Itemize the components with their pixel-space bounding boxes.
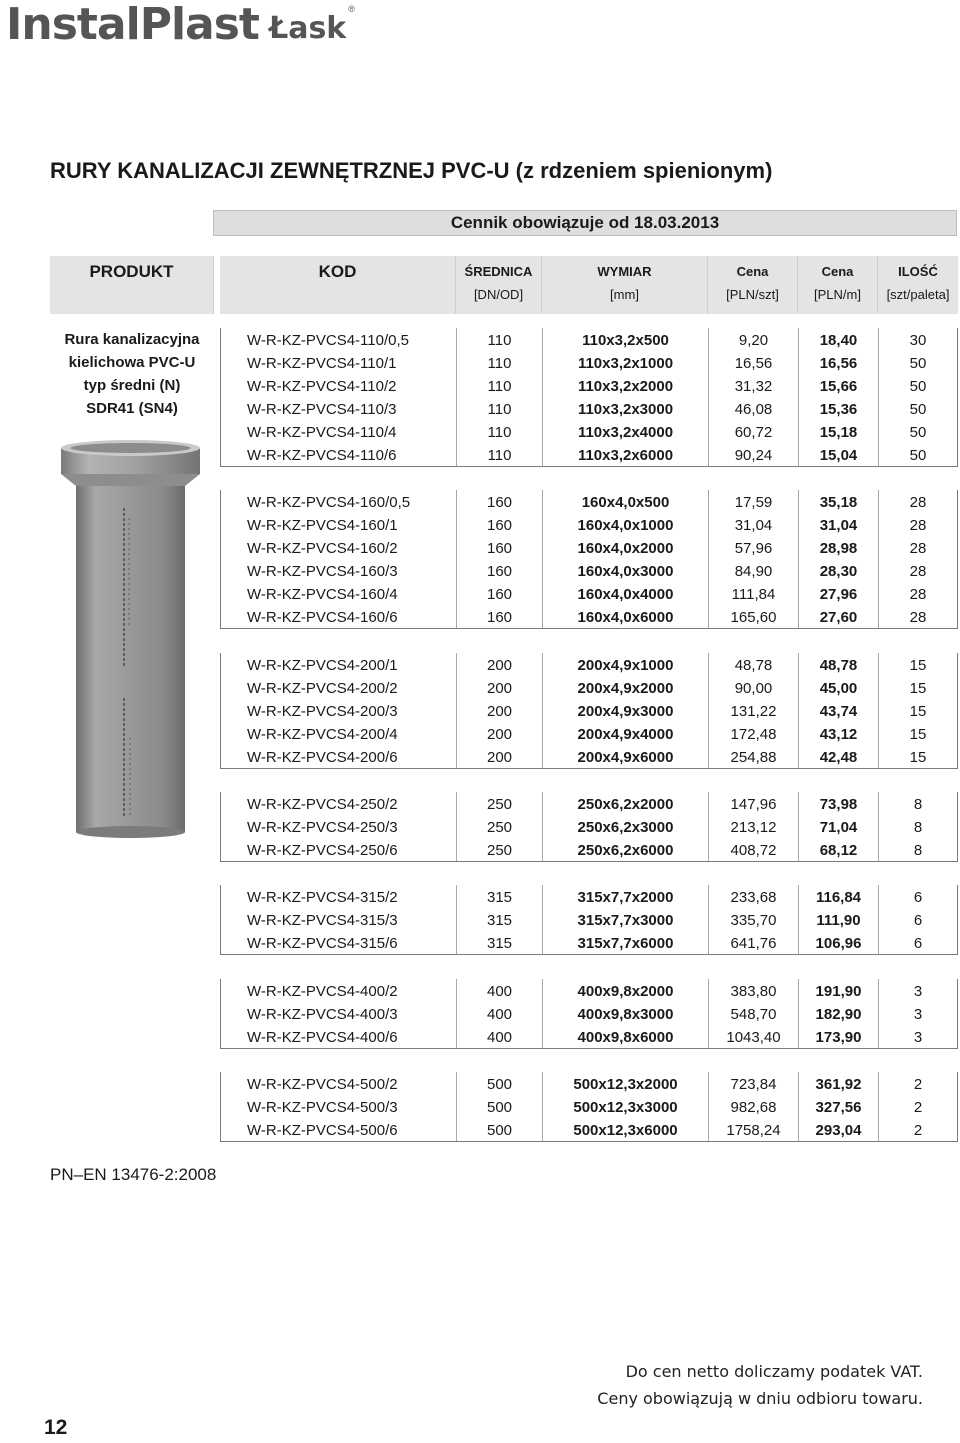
header-kod xyxy=(220,256,456,314)
cell-ilosc: 3 xyxy=(913,983,923,1000)
table-row xyxy=(221,1072,957,1095)
cell-srednica: 500 xyxy=(457,1072,543,1095)
cell-cena-szt: 48,78 xyxy=(709,653,799,676)
logo-main-text: InstalPlast xyxy=(6,0,259,50)
cell-kod: W-R-KZ-PVCS4-200/4 xyxy=(221,722,457,745)
cell-kod: W-R-KZ-PVCS4-315/2 xyxy=(221,885,457,908)
product-description-line: kielichowa PVC-U xyxy=(68,354,196,371)
cell-cena-m: 116,84 xyxy=(799,885,879,908)
cell-wymiar: 110x3,2x1000 xyxy=(543,351,709,374)
header-wymiar-label: WYMIAR xyxy=(597,264,652,279)
cell-cena-szt: 641,76 xyxy=(709,931,799,954)
cell-cena-m: 15,36 xyxy=(799,397,879,420)
cell-wymiar: 160x4,0x3000 xyxy=(543,559,709,582)
cell-wymiar: 160x4,0x6000 xyxy=(543,605,709,628)
cell-cena-szt: 408,72 xyxy=(709,838,799,861)
table-row xyxy=(221,328,957,351)
cell-cena-szt: 147,96 xyxy=(709,792,799,815)
cell-ilosc: 15 xyxy=(909,680,927,697)
table-row xyxy=(221,908,957,931)
cell-wymiar: 110x3,2x3000 xyxy=(543,397,709,420)
cell-srednica: 160 xyxy=(457,559,543,582)
header-kod-label: KOD xyxy=(318,262,357,281)
vat-note-line: Do cen netto doliczamy podatek VAT. xyxy=(625,1362,923,1381)
cell-kod: W-R-KZ-PVCS4-250/2 xyxy=(221,792,457,815)
vat-note-line: Ceny obowiązują w dniu odbioru towaru. xyxy=(597,1389,923,1408)
cell-ilosc: 28 xyxy=(909,517,927,534)
cell-srednica: 110 xyxy=(457,328,543,351)
table-row xyxy=(221,351,957,374)
cell-wymiar: 110x3,2x4000 xyxy=(543,420,709,443)
table-header xyxy=(0,256,960,314)
price-group-160 xyxy=(220,490,958,629)
cell-srednica: 110 xyxy=(457,374,543,397)
cell-ilosc: 8 xyxy=(913,842,923,859)
cell-kod: W-R-KZ-PVCS4-160/1 xyxy=(221,513,457,536)
table-row xyxy=(221,1025,957,1048)
cell-wymiar: 500x12,3x6000 xyxy=(543,1118,709,1141)
cell-cena-m: 43,74 xyxy=(799,699,879,722)
brand-logo xyxy=(6,2,355,48)
table-row xyxy=(221,838,957,861)
cell-wymiar: 110x3,2x2000 xyxy=(543,374,709,397)
cell-srednica: 160 xyxy=(457,536,543,559)
product-description-line: typ średni (N) xyxy=(83,377,181,394)
cell-wymiar: 160x4,0x2000 xyxy=(543,536,709,559)
cell-wymiar: 160x4,0x1000 xyxy=(543,513,709,536)
cell-cena-m: 15,04 xyxy=(799,443,879,466)
cell-cena-szt: 90,24 xyxy=(709,443,799,466)
cell-kod: W-R-KZ-PVCS4-160/4 xyxy=(221,582,457,605)
cell-cena-szt: 9,20 xyxy=(709,328,799,351)
product-description xyxy=(50,328,214,420)
cell-srednica: 200 xyxy=(457,653,543,676)
cell-ilosc: 28 xyxy=(909,609,927,626)
cell-cena-m: 111,90 xyxy=(799,908,879,931)
cell-kod: W-R-KZ-PVCS4-110/4 xyxy=(221,420,457,443)
cell-cena-m: 73,98 xyxy=(799,792,879,815)
header-srednica-label: ŚREDNICA xyxy=(464,264,533,279)
cell-cena-m: 173,90 xyxy=(799,1025,879,1048)
price-group-500 xyxy=(220,1072,958,1142)
cell-wymiar: 500x12,3x2000 xyxy=(543,1072,709,1095)
page-number: 12 xyxy=(44,1416,68,1439)
product-description-line: SDR41 (SN4) xyxy=(86,400,178,417)
cell-srednica: 160 xyxy=(457,513,543,536)
norm-reference: PN–EN 13476-2:2008 xyxy=(50,1165,217,1184)
table-row xyxy=(221,513,957,536)
cell-cena-m: 191,90 xyxy=(799,979,879,1002)
cell-kod: W-R-KZ-PVCS4-160/0,5 xyxy=(221,490,457,513)
cell-wymiar: 160x4,0x500 xyxy=(543,490,709,513)
table-row xyxy=(221,1118,957,1141)
cell-cena-szt: 1758,24 xyxy=(709,1118,799,1141)
cell-kod: W-R-KZ-PVCS4-400/6 xyxy=(221,1025,457,1048)
cell-kod: W-R-KZ-PVCS4-500/6 xyxy=(221,1118,457,1141)
cell-cena-m: 28,30 xyxy=(799,559,879,582)
cell-ilosc: 50 xyxy=(909,447,927,464)
cell-srednica: 250 xyxy=(457,838,543,861)
cell-ilosc: 28 xyxy=(909,586,927,603)
cell-ilosc: 6 xyxy=(913,912,923,929)
cell-kod: W-R-KZ-PVCS4-400/3 xyxy=(221,1002,457,1025)
cell-srednica: 160 xyxy=(457,605,543,628)
cell-wymiar: 315x7,7x6000 xyxy=(543,931,709,954)
cell-cena-szt: 233,68 xyxy=(709,885,799,908)
cell-kod: W-R-KZ-PVCS4-160/2 xyxy=(221,536,457,559)
cell-kod: W-R-KZ-PVCS4-315/3 xyxy=(221,908,457,931)
cell-srednica: 200 xyxy=(457,699,543,722)
cell-cena-szt: 90,00 xyxy=(709,676,799,699)
table-row xyxy=(221,815,957,838)
cell-wymiar: 200x4,9x4000 xyxy=(543,722,709,745)
cell-cena-m: 42,48 xyxy=(799,745,879,768)
table-row xyxy=(221,1002,957,1025)
cell-cena-szt: 982,68 xyxy=(709,1095,799,1118)
cell-wymiar: 400x9,8x3000 xyxy=(543,1002,709,1025)
cell-srednica: 500 xyxy=(457,1118,543,1141)
cell-cena-szt: 60,72 xyxy=(709,420,799,443)
table-row xyxy=(221,397,957,420)
cell-cena-szt: 16,56 xyxy=(709,351,799,374)
cell-wymiar: 400x9,8x6000 xyxy=(543,1025,709,1048)
cell-kod: W-R-KZ-PVCS4-200/2 xyxy=(221,676,457,699)
cell-kod: W-R-KZ-PVCS4-500/2 xyxy=(221,1072,457,1095)
cell-cena-m: 293,04 xyxy=(799,1118,879,1141)
cell-kod: W-R-KZ-PVCS4-500/3 xyxy=(221,1095,457,1118)
table-row xyxy=(221,653,957,676)
validity-banner: Cennik obowiązuje od 18.03.2013 xyxy=(213,210,957,236)
cell-kod: W-R-KZ-PVCS4-200/6 xyxy=(221,745,457,768)
cell-srednica: 400 xyxy=(457,979,543,1002)
cell-ilosc: 28 xyxy=(909,494,927,511)
cell-cena-m: 43,12 xyxy=(799,722,879,745)
logo-sub-text: Łask xyxy=(268,11,347,46)
product-description-line: Rura kanalizacyjna xyxy=(64,331,200,348)
price-group-400 xyxy=(220,979,958,1049)
cell-cena-szt: 1043,40 xyxy=(709,1025,799,1048)
cell-srednica: 500 xyxy=(457,1095,543,1118)
header-cena-m-label: Cena xyxy=(821,264,854,279)
header-wymiar-unit: [mm] xyxy=(610,287,639,302)
cell-cena-szt: 172,48 xyxy=(709,722,799,745)
table-row xyxy=(221,1095,957,1118)
cell-kod: W-R-KZ-PVCS4-110/1 xyxy=(221,351,457,374)
cell-srednica: 160 xyxy=(457,582,543,605)
cell-ilosc: 2 xyxy=(913,1099,923,1116)
cell-wymiar: 110x3,2x6000 xyxy=(543,443,709,466)
header-srednica xyxy=(456,256,542,314)
cell-kod: W-R-KZ-PVCS4-110/3 xyxy=(221,397,457,420)
cell-wymiar: 160x4,0x4000 xyxy=(543,582,709,605)
cell-cena-szt: 254,88 xyxy=(709,745,799,768)
cell-wymiar: 315x7,7x3000 xyxy=(543,908,709,931)
cell-cena-szt: 46,08 xyxy=(709,397,799,420)
cell-kod: W-R-KZ-PVCS4-110/6 xyxy=(221,443,457,466)
cell-srednica: 200 xyxy=(457,745,543,768)
price-group-110 xyxy=(220,328,958,467)
header-ilosc-unit: [szt/paleta] xyxy=(886,287,950,302)
table-row xyxy=(221,582,957,605)
cell-cena-szt: 84,90 xyxy=(709,559,799,582)
cell-ilosc: 15 xyxy=(909,657,927,674)
header-cena-szt-label: Cena xyxy=(736,264,769,279)
cell-ilosc: 3 xyxy=(913,1006,923,1023)
cell-wymiar: 250x6,2x2000 xyxy=(543,792,709,815)
cell-ilosc: 6 xyxy=(913,935,923,952)
cell-srednica: 110 xyxy=(457,397,543,420)
header-produkt-label: PRODUKT xyxy=(89,262,174,281)
cell-cena-m: 15,18 xyxy=(799,420,879,443)
cell-ilosc: 28 xyxy=(909,563,927,580)
cell-srednica: 315 xyxy=(457,908,543,931)
header-cena-szt xyxy=(708,256,798,314)
header-cena-m xyxy=(798,256,878,314)
cell-cena-szt: 723,84 xyxy=(709,1072,799,1095)
cell-cena-szt: 111,84 xyxy=(709,582,799,605)
table-row xyxy=(221,490,957,513)
cell-ilosc: 15 xyxy=(909,703,927,720)
table-row xyxy=(221,605,957,628)
cell-ilosc: 2 xyxy=(913,1076,923,1093)
cell-ilosc: 8 xyxy=(913,796,923,813)
cell-ilosc: 2 xyxy=(913,1122,923,1139)
cell-cena-m: 16,56 xyxy=(799,351,879,374)
cell-cena-m: 27,60 xyxy=(799,605,879,628)
header-wymiar xyxy=(542,256,708,314)
cell-srednica: 110 xyxy=(457,443,543,466)
header-produkt xyxy=(50,256,214,314)
cell-ilosc: 30 xyxy=(909,332,927,349)
cell-cena-m: 18,40 xyxy=(799,328,879,351)
table-row xyxy=(221,885,957,908)
table-row xyxy=(221,559,957,582)
cell-wymiar: 315x7,7x2000 xyxy=(543,885,709,908)
cell-ilosc: 28 xyxy=(909,540,927,557)
cell-wymiar: 200x4,9x3000 xyxy=(543,699,709,722)
cell-cena-m: 68,12 xyxy=(799,838,879,861)
cell-cena-m: 15,66 xyxy=(799,374,879,397)
cell-ilosc: 6 xyxy=(913,889,923,906)
table-row xyxy=(221,420,957,443)
cell-cena-m: 28,98 xyxy=(799,536,879,559)
cell-cena-m: 35,18 xyxy=(799,490,879,513)
table-row xyxy=(221,374,957,397)
header-srednica-unit: [DN/OD] xyxy=(473,287,524,302)
cell-ilosc: 50 xyxy=(909,424,927,441)
cell-cena-szt: 165,60 xyxy=(709,605,799,628)
cell-cena-szt: 131,22 xyxy=(709,699,799,722)
cell-cena-m: 31,04 xyxy=(799,513,879,536)
cell-cena-szt: 383,80 xyxy=(709,979,799,1002)
cell-srednica: 250 xyxy=(457,792,543,815)
cell-srednica: 110 xyxy=(457,351,543,374)
cell-wymiar: 200x4,9x2000 xyxy=(543,676,709,699)
cell-srednica: 250 xyxy=(457,815,543,838)
table-row xyxy=(221,443,957,466)
cell-cena-szt: 335,70 xyxy=(709,908,799,931)
table-row xyxy=(221,931,957,954)
cell-kod: W-R-KZ-PVCS4-250/6 xyxy=(221,838,457,861)
cell-srednica: 110 xyxy=(457,420,543,443)
header-ilosc-label: ILOŚĆ xyxy=(898,264,938,279)
cell-cena-szt: 213,12 xyxy=(709,815,799,838)
cell-ilosc: 15 xyxy=(909,749,927,766)
cell-wymiar: 250x6,2x3000 xyxy=(543,815,709,838)
cell-cena-m: 27,96 xyxy=(799,582,879,605)
logo-registered-mark: ® xyxy=(348,4,355,14)
table-row xyxy=(221,676,957,699)
page-title: RURY KANALIZACJI ZEWNĘTRZNEJ PVC-U (z rdzeniem spienionym) xyxy=(50,158,773,183)
cell-kod: W-R-KZ-PVCS4-200/3 xyxy=(221,699,457,722)
cell-cena-szt: 57,96 xyxy=(709,536,799,559)
cell-cena-m: 45,00 xyxy=(799,676,879,699)
cell-cena-m: 71,04 xyxy=(799,815,879,838)
cell-srednica: 200 xyxy=(457,676,543,699)
cell-wymiar: 500x12,3x3000 xyxy=(543,1095,709,1118)
cell-cena-szt: 548,70 xyxy=(709,1002,799,1025)
header-cena-szt-unit: [PLN/szt] xyxy=(726,287,779,302)
price-group-200 xyxy=(220,653,958,769)
cell-wymiar: 110x3,2x500 xyxy=(543,328,709,351)
cell-kod: W-R-KZ-PVCS4-110/2 xyxy=(221,374,457,397)
pvc-pipe-image xyxy=(58,438,203,840)
cell-ilosc: 8 xyxy=(913,819,923,836)
cell-srednica: 400 xyxy=(457,1002,543,1025)
cell-ilosc: 3 xyxy=(913,1029,923,1046)
header-cena-m-unit: [PLN/m] xyxy=(814,287,861,302)
table-row xyxy=(221,722,957,745)
cell-cena-szt: 31,32 xyxy=(709,374,799,397)
cell-ilosc: 50 xyxy=(909,378,927,395)
cell-ilosc: 15 xyxy=(909,726,927,743)
price-group-315 xyxy=(220,885,958,955)
cell-wymiar: 200x4,9x1000 xyxy=(543,653,709,676)
cell-cena-m: 361,92 xyxy=(799,1072,879,1095)
cell-kod: W-R-KZ-PVCS4-315/6 xyxy=(221,931,457,954)
cell-srednica: 200 xyxy=(457,722,543,745)
cell-cena-m: 48,78 xyxy=(799,653,879,676)
cell-srednica: 315 xyxy=(457,931,543,954)
table-row xyxy=(221,979,957,1002)
cell-kod: W-R-KZ-PVCS4-110/0,5 xyxy=(221,328,457,351)
price-group-250 xyxy=(220,792,958,862)
table-row xyxy=(221,536,957,559)
header-ilosc xyxy=(878,256,958,314)
table-row xyxy=(221,699,957,722)
cell-cena-m: 182,90 xyxy=(799,1002,879,1025)
cell-srednica: 315 xyxy=(457,885,543,908)
cell-srednica: 160 xyxy=(457,490,543,513)
cell-wymiar: 250x6,2x6000 xyxy=(543,838,709,861)
cell-srednica: 400 xyxy=(457,1025,543,1048)
cell-kod: W-R-KZ-PVCS4-160/6 xyxy=(221,605,457,628)
cell-cena-m: 106,96 xyxy=(799,931,879,954)
table-row xyxy=(221,792,957,815)
cell-cena-szt: 17,59 xyxy=(709,490,799,513)
cell-cena-m: 327,56 xyxy=(799,1095,879,1118)
cell-kod: W-R-KZ-PVCS4-200/1 xyxy=(221,653,457,676)
table-row xyxy=(221,745,957,768)
cell-ilosc: 50 xyxy=(909,355,927,372)
cell-kod: W-R-KZ-PVCS4-250/3 xyxy=(221,815,457,838)
cell-wymiar: 400x9,8x2000 xyxy=(543,979,709,1002)
cell-kod: W-R-KZ-PVCS4-400/2 xyxy=(221,979,457,1002)
cell-wymiar: 200x4,9x6000 xyxy=(543,745,709,768)
cell-ilosc: 50 xyxy=(909,401,927,418)
cell-kod: W-R-KZ-PVCS4-160/3 xyxy=(221,559,457,582)
cell-cena-szt: 31,04 xyxy=(709,513,799,536)
